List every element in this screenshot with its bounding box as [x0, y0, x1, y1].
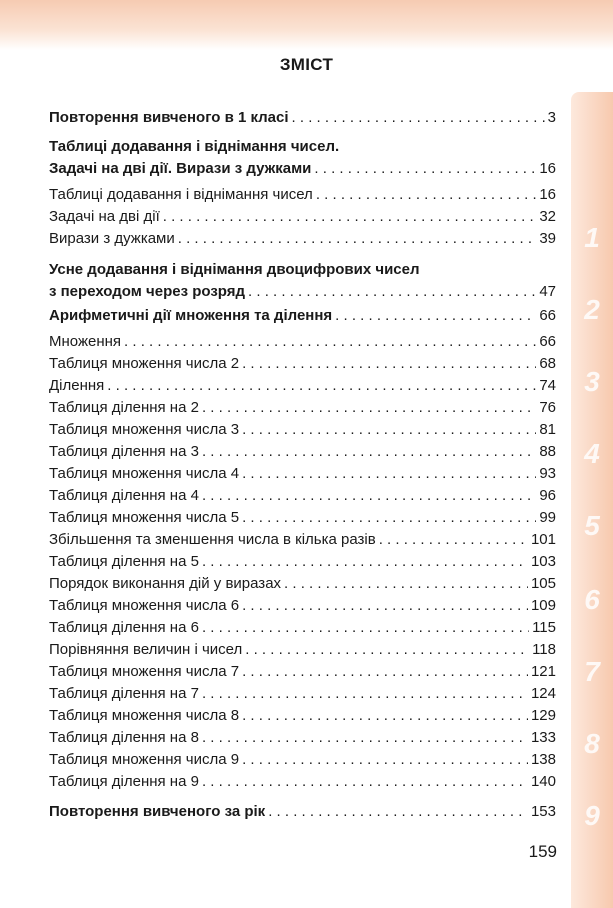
dot-leader	[379, 529, 528, 551]
toc-entry[interactable]	[49, 507, 556, 529]
dot-leader	[202, 683, 528, 705]
toc-entry-label: Таблиця множення числа 4	[49, 465, 240, 482]
toc-entry-label: Вирази з дужками	[49, 230, 175, 247]
toc-entry-page: 115	[532, 619, 556, 636]
side-chapter-number: 3	[584, 366, 600, 397]
toc-entry-label: Порядок виконання дій у виразах	[49, 575, 282, 592]
dot-leader	[163, 206, 537, 228]
toc-entry[interactable]	[49, 305, 556, 327]
dot-leader	[107, 375, 536, 397]
dot-leader	[335, 305, 536, 327]
dot-leader	[242, 661, 528, 683]
toc-entry[interactable]	[49, 419, 556, 441]
toc-entry-page: 16	[539, 160, 556, 177]
side-chapter-number: 2	[584, 294, 600, 325]
side-chapter-number: 1	[584, 222, 600, 253]
toc-entry[interactable]	[49, 281, 556, 303]
toc-entry-page: 47	[539, 283, 556, 300]
toc-entry-page: 118	[532, 641, 556, 658]
dot-leader	[284, 573, 528, 595]
toc-entry-page: 121	[530, 663, 556, 680]
dot-leader	[268, 801, 528, 823]
toc-entry-page: 39	[539, 230, 556, 247]
toc-entry-page: 133	[530, 729, 556, 746]
toc-entry-page: 124	[530, 685, 556, 702]
toc-entry-page: 81	[539, 421, 556, 438]
toc-entry[interactable]	[49, 551, 556, 573]
toc-entry-label: Таблиця ділення на 3	[49, 443, 199, 460]
toc-entry-label: Таблиця множення числа 7	[49, 663, 240, 680]
toc-entry-label: Задачі на дві дії	[49, 208, 160, 225]
toc-entry-label: Таблиця множення числа 2	[49, 355, 240, 372]
toc-entry[interactable]	[49, 771, 556, 793]
toc-entry-page: 138	[530, 751, 556, 768]
toc-entry[interactable]	[49, 639, 556, 661]
toc-entry-page: 66	[539, 307, 556, 324]
toc-entry-page: 93	[539, 465, 556, 482]
toc-entry-label: Повторення вивченого за рік	[49, 803, 266, 820]
toc-entry[interactable]	[49, 801, 556, 823]
dot-leader	[178, 228, 537, 250]
toc-entry[interactable]	[49, 441, 556, 463]
dot-leader	[245, 639, 529, 661]
toc-entry-label: Таблиця множення числа 3	[49, 421, 240, 438]
toc-entry-label: Таблиця ділення на 5	[49, 553, 199, 570]
toc-entry-label: Таблиці додавання і віднімання чисел.	[49, 138, 340, 155]
toc-entry-label: Таблиця ділення на 8	[49, 729, 199, 746]
toc-entry[interactable]	[49, 727, 556, 749]
toc-entry-label: Таблиця множення числа 8	[49, 707, 240, 724]
dot-leader	[242, 507, 536, 529]
side-chapter-number: 8	[584, 728, 600, 759]
toc-entry-page: 99	[539, 509, 556, 526]
dot-leader	[314, 158, 536, 180]
toc-entry-label: Усне додавання і віднімання двоцифрових чисел	[49, 261, 420, 278]
dot-leader	[248, 281, 536, 303]
dot-leader	[202, 617, 529, 639]
toc-entry[interactable]	[49, 184, 556, 206]
toc-entry[interactable]	[49, 136, 556, 158]
toc-entry[interactable]	[49, 705, 556, 727]
toc-entry[interactable]	[49, 485, 556, 507]
side-chapter-number: 7	[584, 656, 600, 687]
dot-leader	[242, 749, 528, 771]
dot-leader	[242, 353, 536, 375]
dot-leader	[202, 397, 536, 419]
toc-entry-label: Збільшення та зменшення числа в кілька разів	[49, 531, 376, 548]
toc-entry[interactable]	[49, 749, 556, 771]
toc-entry-label: Таблиця множення числа 9	[49, 751, 240, 768]
toc-entry-label: Ділення	[49, 377, 105, 394]
toc-entry[interactable]	[49, 397, 556, 419]
toc-entry-page: 32	[539, 208, 556, 225]
toc-entry-page: 101	[530, 531, 556, 548]
dot-leader	[202, 441, 536, 463]
toc-entry-label: Множення	[49, 333, 122, 350]
toc-entry-page: 96	[539, 487, 556, 504]
toc-entry[interactable]	[49, 259, 556, 281]
toc-entry[interactable]	[49, 573, 556, 595]
toc-entry-label: Таблиця ділення на 6	[49, 619, 199, 636]
toc-entry-page: 109	[530, 597, 556, 614]
dot-leader	[316, 184, 537, 206]
toc-entry[interactable]	[49, 375, 556, 397]
page-number: 159	[528, 842, 557, 861]
toc-entry-page: 153	[530, 803, 556, 820]
toc-entry[interactable]	[49, 463, 556, 485]
dot-leader	[202, 551, 528, 573]
side-chapter-number: 9	[584, 800, 600, 831]
side-chapter-tab	[571, 92, 613, 908]
toc-entry-page: 3	[547, 109, 556, 126]
toc-entry-page: 129	[530, 707, 556, 724]
toc-entry-label: Таблиця ділення на 7	[49, 685, 199, 702]
toc-entry-page: 74	[539, 377, 556, 394]
toc-entry[interactable]	[49, 595, 556, 617]
toc-entry-label: Таблиця множення числа 5	[49, 509, 240, 526]
toc-entry-label: Таблиця множення числа 6	[49, 597, 240, 614]
toc-entry-page: 66	[539, 333, 556, 350]
dot-leader	[202, 771, 528, 793]
toc-entry-label: з переходом через розряд	[49, 283, 246, 300]
toc-entry-label: Таблиці додавання і віднімання чисел	[49, 186, 313, 203]
toc-entry[interactable]	[49, 206, 556, 228]
toc-entry[interactable]	[49, 683, 556, 705]
toc-entry-label: Таблиця ділення на 4	[49, 487, 199, 504]
toc-entry[interactable]	[49, 107, 556, 129]
side-chapter-number: 4	[584, 438, 600, 469]
side-chapter-number: 6	[584, 584, 600, 615]
toc-entry[interactable]	[49, 331, 556, 353]
toc-entry[interactable]	[49, 158, 556, 180]
toc-entry-label: Таблиця ділення на 2	[49, 399, 199, 416]
toc-entry-label: Задачі на дві дії. Вирази з дужками	[49, 160, 312, 177]
toc-entry[interactable]	[49, 661, 556, 683]
toc-entry-page: 140	[530, 773, 556, 790]
dot-leader	[202, 485, 536, 507]
toc-entry[interactable]	[49, 529, 556, 551]
toc-entry-page: 68	[539, 355, 556, 372]
dot-leader	[292, 107, 545, 129]
toc-entry-page: 105	[530, 575, 556, 592]
toc-entry-label: Таблиця ділення на 9	[49, 773, 199, 790]
toc-entry-page: 88	[539, 443, 556, 460]
toc-entry-label: Порівняння величин і чисел	[49, 641, 243, 658]
dot-leader	[124, 331, 536, 353]
page-title: ЗМІСТ	[279, 55, 334, 74]
toc-entry-page: 103	[530, 553, 556, 570]
dot-leader	[242, 463, 536, 485]
toc-entry-page: 16	[539, 186, 556, 203]
toc-entry[interactable]	[49, 228, 556, 250]
top-decorative-band	[0, 0, 613, 50]
toc-entry-page: 76	[539, 399, 556, 416]
toc-entry[interactable]	[49, 617, 556, 639]
side-chapter-number: 5	[584, 510, 600, 541]
toc-entry-label: Арифметичні дії множення та ділення	[49, 307, 333, 324]
dot-leader	[202, 727, 528, 749]
dot-leader	[242, 705, 528, 727]
toc-entry-label: Повторення вивченого в 1 класі	[49, 109, 289, 126]
dot-leader	[242, 595, 528, 617]
dot-leader	[242, 419, 536, 441]
toc-entry[interactable]	[49, 353, 556, 375]
